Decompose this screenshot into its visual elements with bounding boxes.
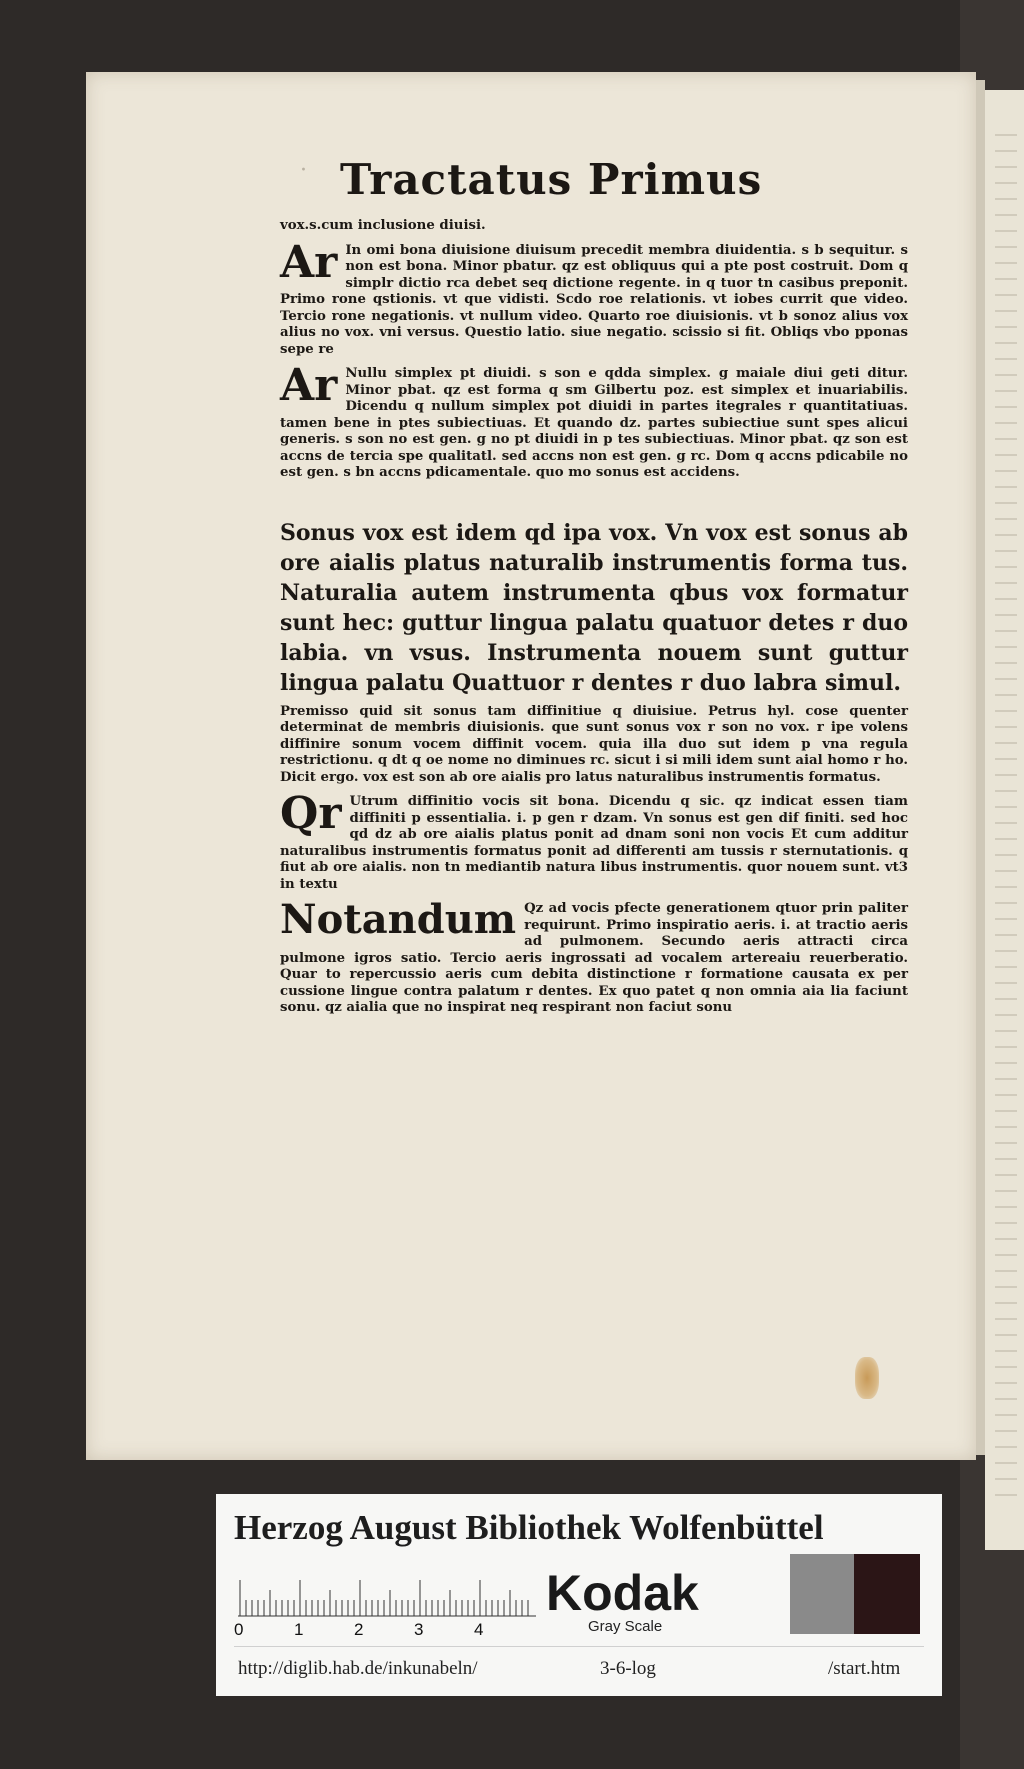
paragraph-gap <box>280 358 908 366</box>
page-header: Tractatus Primus <box>340 155 763 204</box>
paragraph-text: Nullu simplex pt diuidi. s son e qdda simplex. g maiale diui geti ditur. Minor pbat. qz est forma q sm Gilbertu poz. est simplex et inuariabilis. Dicendu q nullum simplex pot diuidi in partes itegrales r quantitatiuas. tamen bene in ptes subiectiuas. Et quando dz. partes subiectiue sunt spes alicui generis. s son no est gen. g no pt diuidi in p tes subiectiuas. Minor pbat. qz son est accns de tercia spe qualitatl. sed accns non est gen. g rc. Dom q accns pdicabile no est gen. s bn accns pdicamentale. quo mo sonus est accidens. <box>280 366 908 480</box>
url-id: 3-6-log <box>600 1658 656 1679</box>
paragraph-small <box>280 236 908 359</box>
next-page-text-lines <box>995 120 1017 1500</box>
paragraph-small <box>280 704 908 787</box>
ruler-number: 3 <box>414 1620 424 1639</box>
paragraph-text: vox.s.cum inclusione diuisi. <box>280 218 486 233</box>
paragraph-text: Sonus vox est idem qd ipa vox. Vn vox est sonus ab ore aialis platus naturalib instrumentis forma tus. Naturalia autem instrumenta qbus vox formatur sunt hec: guttur lingua palatu quatuor detes r duo labia. vn vsus. Instrumenta nouem sunt guttur lingua palatu Quattuor r dentes r duo labra simul. <box>280 519 908 696</box>
show-through-mark: · <box>300 158 307 183</box>
paragraph-small <box>280 218 908 235</box>
color-target-card <box>216 1494 942 1696</box>
url-base: http://diglib.hab.de/inkunabeln/ <box>238 1658 478 1679</box>
paragraph-initial: Notandum <box>280 896 517 943</box>
ruler-numbers <box>234 1620 554 1642</box>
gray-scale-label: Gray Scale <box>588 1618 663 1635</box>
paragraph-gap <box>280 786 908 794</box>
page-fore-edge <box>975 80 985 1455</box>
paragraph-text: Utrum diffinitio vocis sit bona. Dicendu q sic. qz indicat essen tiam diffiniti p essentialia. i. p gen r dzam. Vn sonus est gen dif finiti. sed hoc qd dz ab ore aialis platus ponit ad dnam soni non vocis Et cum additur naturalibus instrumentis formatus ponit ad differenti am tussis r sternutationis. q fiut ab ore aialis. non tn mediantib natura libus instrumentis. quor nouem sunt. vt3 in textu <box>280 794 908 892</box>
paragraph-initial: Qr <box>280 788 342 839</box>
paragraph-small <box>280 360 908 482</box>
card-divider <box>234 1646 924 1647</box>
kodak-logo: Kodak <box>546 1565 699 1621</box>
ruler-number: 0 <box>234 1620 244 1639</box>
ruler <box>238 1576 536 1620</box>
gray-swatch <box>790 1554 854 1634</box>
paragraph-text: Qz ad vocis pfecte generationem qtuor prin paliter requirunt. Primo inspiratio aeris. i. at tractio aeris ad pulmonem. Secundo aeris attracti circa pulmone igros satio. Tercio aeris ingrossati ad vocalem artereaiu reuerberatio. Quar to repercussio aeris cum debita distinctione r formatione causata ex per cussione lingue contra palatum r dentes. Ex quo patet q non omnia aia lia faciunt sonu. qz aialia que no inspirat neq respirant non faciut sonu <box>280 901 908 1015</box>
paragraph-gap <box>280 235 908 243</box>
paragraph-text: Premisso quid sit sonus tam diffinitiue q diuisiue. Petrus hyl. cose quenter determinat de membris diuisionis. que sunt sonus vox r son no vox. r ipe volens diffinire sonum vocem diffinit vocem. quia illa duo sut idem p vna regula restrictionu. q dt q oe nome no diminues rc. sicut i si mili idem sunt aial homo r ho. Dicit ergo. vox est son ab ore aialis pro latus naturalibus instrumentis formatus. <box>280 703 908 785</box>
paragraph-text: In omi bona diuisione diuisum precedit membra diuidentia. s b sequitur. s non est bona. Minor pbatur. qz est obliquus qui a pte post costruit. Dom q simplr dictio rca debet seq dictione regente. in q tuor tn casibus preponit. Primo rone qstionis. vt que vidisti. Scdo roe relationis. vt iobes currit que video. Tercio rone negationis. vt nullum video. Quarto roe diuisionis. vt b sonoz alius vox alius no vox. vni versus. Questio latio. siue negatio. scissio si fit. Obliqs vbo pponas sepe re <box>280 242 908 357</box>
paragraph-initial: Ar <box>280 236 338 288</box>
paragraph-gap <box>280 482 908 490</box>
url-suffix: /start.htm <box>828 1658 901 1679</box>
paragraph-initial: Ar <box>280 360 338 411</box>
paragraph-large <box>280 518 908 698</box>
dark-swatch <box>854 1554 920 1634</box>
ruler-number: 4 <box>474 1620 484 1639</box>
paragraph-small <box>280 788 908 893</box>
ruler-number: 2 <box>354 1620 364 1639</box>
library-title: Herzog August Bibliothek Wolfenbüttel <box>234 1508 824 1547</box>
paper-stain <box>855 1357 879 1399</box>
ruler-number: 1 <box>294 1620 304 1639</box>
text-block <box>280 218 908 1017</box>
paragraph-notandum <box>280 896 908 1017</box>
